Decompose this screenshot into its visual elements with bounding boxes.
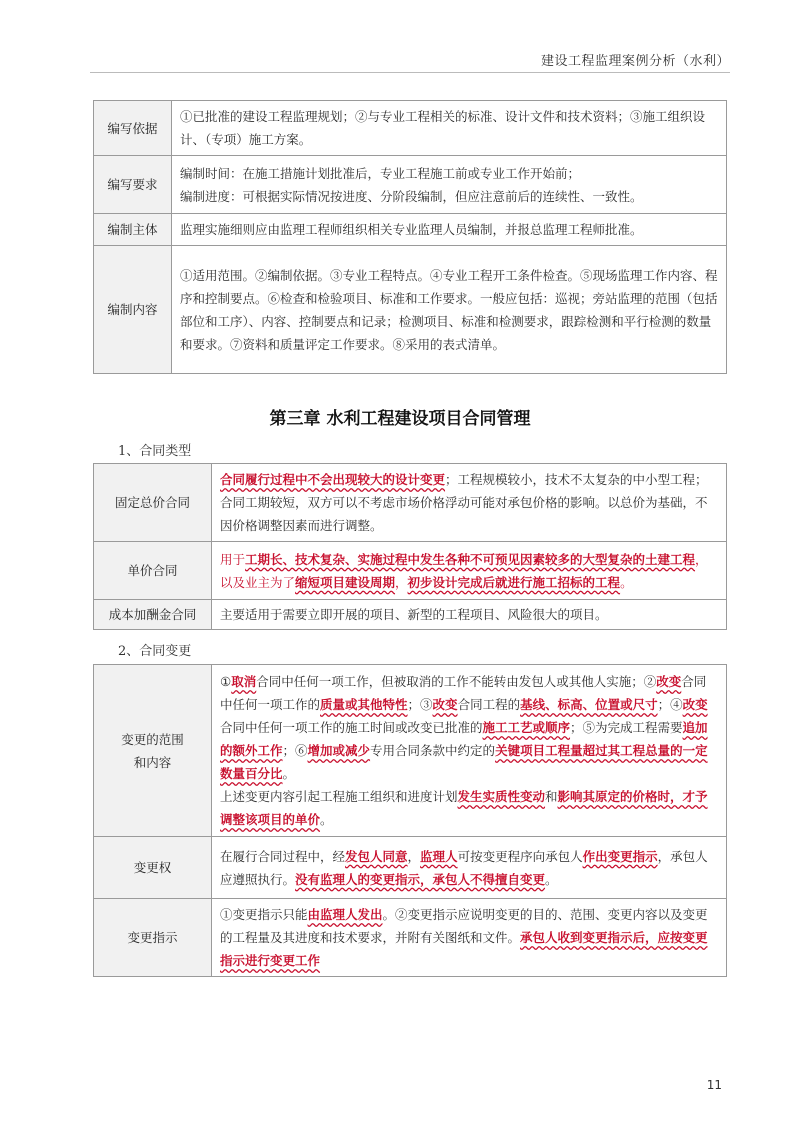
row-label: 单价合同: [94, 542, 212, 600]
body-text: ；③: [407, 697, 433, 712]
body-text: 。: [620, 574, 633, 590]
scope-note: [220, 785, 718, 831]
section-heading: 1、合同类型: [118, 444, 192, 459]
highlight-text: 追加的额外工作: [220, 720, 708, 758]
body-text: 和: [545, 789, 558, 804]
highlight-text: 由监理人发出: [307, 907, 383, 922]
label-line: 和内容: [133, 754, 172, 770]
content-line: 编制进度：可根据实际情况按进度、分阶段编制，但应注意前后的连续性、一致性。: [180, 188, 643, 204]
row-label: [94, 665, 212, 837]
scope-list: [220, 670, 718, 785]
body-text: ；⑤为完成工程需要: [570, 720, 683, 735]
table-row: [94, 246, 727, 374]
highlight-text: 取消: [231, 674, 257, 689]
highlight-text: 作出变更指示: [582, 848, 658, 864]
row-label: 编制内容: [94, 246, 172, 374]
section-heading: 2、合同变更: [118, 644, 192, 659]
highlight-text: 质量或其他特性: [320, 697, 408, 712]
page-number: 11: [706, 1078, 722, 1092]
row-label: 固定总价合同: [94, 464, 212, 542]
contract-type-table: [93, 463, 727, 630]
row-label: 编制主体: [94, 214, 172, 246]
row-content: ①已批准的建设工程监理规划；②与专业工程相关的标准、设计文件和技术资料；③施工组织设计、（专项）施工方案。: [172, 101, 727, 156]
highlight-text: 监理人: [420, 848, 458, 864]
row-content: [212, 837, 727, 899]
body-text: ；⑥: [282, 743, 308, 758]
body-text: 。: [320, 812, 333, 827]
body-text: ，: [395, 574, 408, 590]
body-text: ；工程规模较小，技术不太复杂的中小型工程；合同工期较短，双方可以不考虑市场价格浮动可能对承包价格的影响。以总价为基础，不因价格调整因素而进行调整。: [220, 472, 708, 533]
table-row: [94, 665, 727, 837]
row-label: 变更指示: [94, 899, 212, 977]
content-line: 编制时间：在施工措施计划批准后，专业工程施工前或专业工作开始前；: [180, 165, 581, 181]
body-text: ，承包人应遵照执行。: [220, 848, 708, 887]
body-text: 上述变更内容引起工程施工组织和进度计划: [220, 789, 458, 804]
row-content: [172, 156, 727, 214]
table-row: [94, 600, 727, 630]
row-content: ①适用范围。②编制依据。③专业工程特点。④专业工程开工条件检查。⑤现场监理工作内容、程序和控制要点。⑥检查和检验项目、标准和工作要求。一般应包括：巡视；旁站监理的范围（包括部位和工序）、内容、控制要点和记录；检测项目、标准和检测要求，跟踪检测和平行检测的数量和要求。⑦资料和质量评定工作要求。⑧采用的表式清单。: [172, 246, 727, 374]
highlight-text: 增加或减少: [307, 743, 371, 758]
row-content: 监理实施细则应由监理工程师组织相关专业监理人员编制，并报总监理工程师批准。: [172, 214, 727, 246]
contract-change-table: [93, 664, 727, 977]
table-row: [94, 837, 727, 899]
supervision-detail-table: [93, 100, 727, 374]
row-content: [212, 899, 727, 977]
body-text: 可按变更程序向承包人: [457, 848, 583, 864]
highlight-text: 影响其原定的价格时，才予调整该项目的单价: [220, 789, 708, 827]
highlight-text: 没有监理人的变更指示，承包人不得擅自变更: [295, 871, 546, 887]
body-text: ①变更指示只能: [220, 907, 308, 922]
body-text: 用于: [220, 551, 246, 567]
highlight-text: 发包人同意: [345, 848, 408, 864]
body-text: ；④: [657, 697, 683, 712]
table-row: [94, 156, 727, 214]
table-row: [94, 101, 727, 156]
row-label: 变更权: [94, 837, 212, 899]
highlight-text: 承包人收到变更指示后，应按变更指示进行变更工作: [220, 930, 708, 968]
body-text: 。: [545, 871, 558, 887]
body-text: 专用合同条款中约定的: [370, 743, 496, 758]
row-label: 编写要求: [94, 156, 172, 214]
body-text: 在履行合同过程中，经: [220, 848, 346, 864]
row-content: 主要适用于需要立即开展的项目、新型的工程项目、风险很大的项目。: [212, 600, 727, 630]
highlight-text: 合同履行过程中不会出现较大的设计变更: [220, 472, 446, 487]
highlight-text: 工期长、技术复杂、实施过程中发生各种不可预见因素较多的大型复杂的土建工程: [245, 551, 696, 567]
highlight-text: 改变: [682, 697, 708, 712]
table-row: [94, 542, 727, 600]
table-row: [94, 899, 727, 977]
body-text: 合同工程的: [457, 697, 521, 712]
body-text: 合同中任何一项工作的施工时间或改变已批准的: [220, 720, 483, 735]
highlight-text: 改变: [656, 674, 682, 689]
body-text: 。: [282, 766, 296, 781]
body-text: ，以及业主为了: [220, 551, 708, 590]
body-text: ，: [407, 848, 421, 864]
row-content: [212, 665, 727, 837]
body-text: ①: [220, 674, 232, 689]
row-content: [212, 464, 727, 542]
highlight-text: 基线、标高、位置或尺寸: [520, 697, 658, 712]
row-label: 编写依据: [94, 101, 172, 156]
row-content: [212, 542, 727, 600]
highlight-text: 改变: [432, 697, 458, 712]
chapter-title: 第三章 水利工程建设项目合同管理: [269, 409, 531, 429]
highlight-text: 关键项目工程量超过其工程总量的一定数量百分比: [220, 743, 708, 781]
highlight-text: 发生实质性变动: [457, 789, 546, 804]
body-text: 合同中任何一项工作，但被取消的工作不能转由发包人或其他人实施；②: [256, 674, 657, 689]
table-row: [94, 214, 727, 246]
row-label: 成本加酬金合同: [94, 600, 212, 630]
book-title: 建设工程监理案例分析（水利）: [540, 54, 730, 69]
label-line: 变更的范围: [121, 731, 184, 747]
highlight-text: 初步设计完成后就进行施工招标的工程: [407, 574, 621, 590]
table-row: [94, 464, 727, 542]
body-text: 合同中任何一项工作的: [220, 674, 707, 712]
highlight-text: 缩短项目建设周期: [295, 574, 396, 590]
header-rule: [90, 72, 730, 73]
body-text: 。②变更指示应说明变更的目的、范围、变更内容以及变更的工程量及其进度和技术要求，并附有关图纸和文件。: [220, 907, 708, 945]
highlight-text: 施工工艺或顺序: [482, 720, 571, 735]
